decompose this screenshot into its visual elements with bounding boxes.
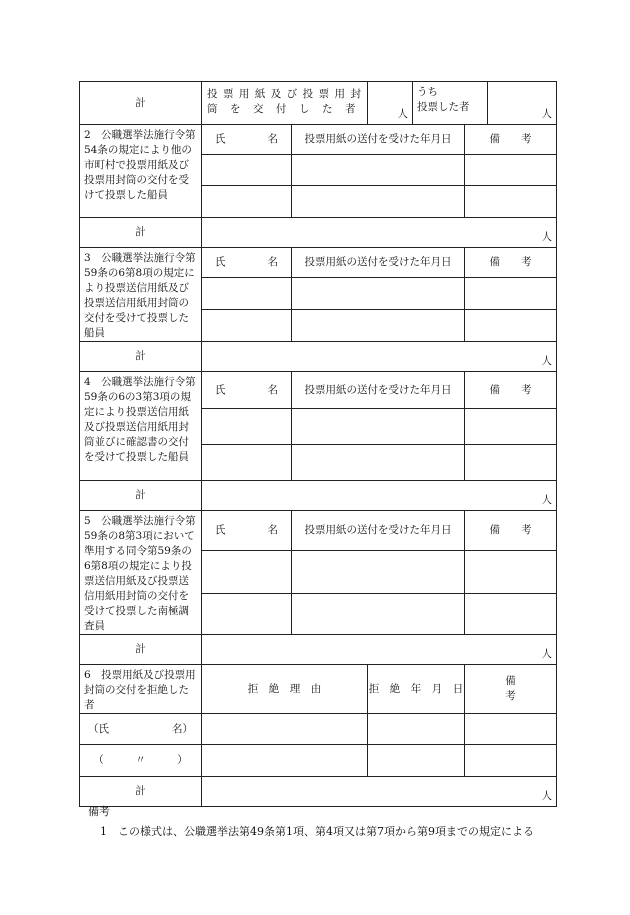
section4-total-count: 人 — [202, 481, 557, 511]
section6-total-label: 計 — [80, 777, 202, 807]
top-total-label: 計 — [80, 82, 202, 125]
section3-total-count: 人 — [202, 342, 557, 372]
issued-label-line1: 投票用紙及び投票用封 — [207, 88, 362, 100]
section4-total-row — [80, 481, 557, 511]
section3-total-label: 計 — [80, 342, 202, 372]
section6-label: 6 投票用紙及び投票用封筒の交付を拒絶した者 — [80, 665, 202, 714]
section6-remarks-header: 備 考 — [465, 665, 557, 714]
section3-total-row — [80, 342, 557, 372]
section5-total-count: 人 — [202, 635, 557, 665]
notes-heading: 備考 — [88, 805, 110, 818]
issued-label-line2: 筒 を 交 付 し た 者 — [207, 103, 357, 115]
section3-label: 3 公職選挙法施行令第59条の6第8項の規定により投票送信用紙及び投票送信用紙用封筒の交付を受けて投票した船員 — [80, 248, 202, 342]
voted-count: 人 — [488, 82, 557, 125]
section3-header-row — [80, 248, 557, 278]
section3-remarks-header: 備 考 — [465, 248, 557, 278]
section5-date-header: 投票用紙の送付を受けた年月日 — [292, 511, 465, 551]
section2-header-row — [80, 125, 557, 155]
section6-ditto-cell: （ 〃 ） — [80, 745, 202, 777]
section5-label: 5 公職選挙法施行令第59条の8第3項において準用する同令第59条の6第8項の規定により投票送信用紙及び投票送信用紙用封筒の交付を受けて投票した南極調査員 — [80, 511, 202, 635]
section5-header-row — [80, 511, 557, 551]
section2-total-count: 人 — [202, 218, 557, 248]
section5-remarks-header: 備 考 — [465, 511, 557, 551]
section6-name-cell: （氏 名） — [80, 714, 202, 745]
section6-total-count: 人 — [202, 777, 557, 807]
section6-name-row — [80, 714, 557, 745]
section6-total-row — [80, 777, 557, 807]
voting-record-table — [79, 81, 600, 807]
voted-label-line1: うち — [417, 86, 438, 98]
section2-date-header: 投票用紙の送付を受けた年月日 — [292, 125, 465, 155]
section4-remarks-header: 備 考 — [465, 372, 557, 409]
section6-ditto-row — [80, 745, 557, 777]
section4-name-header: 氏 名 — [202, 372, 292, 409]
section5-name-header: 氏 名 — [202, 511, 292, 551]
section3-name-header: 氏 名 — [202, 248, 292, 278]
section6-header-row — [80, 665, 557, 714]
section2-label: 2 公職選挙法施行令第54条の規定により他の市町村で投票用紙及び投票用封筒の交付を受けて投票した船員 — [80, 125, 202, 218]
note-item-1: 1 この様式は、公職選挙法第49条第1項、第4項又は第7項から第9項までの規定による — [100, 825, 534, 838]
issued-count: 人 — [368, 82, 413, 125]
section2-total-label: 計 — [80, 218, 202, 248]
section4-header-row — [80, 372, 557, 409]
section6-reason-header: 拒 絶 理 由 — [202, 665, 368, 714]
voted-label-line2: 投票した者 — [417, 101, 470, 113]
top-total-row — [80, 82, 557, 125]
issued-label — [202, 82, 368, 125]
section4-label: 4 公職選挙法施行令第59条の6の3第3項の規定により投票送信用紙及び投票送信用紙用封筒並びに確認書の交付を受けて投票した船員 — [80, 372, 202, 481]
section4-date-header: 投票用紙の送付を受けた年月日 — [292, 372, 465, 409]
section4-total-label: 計 — [80, 481, 202, 511]
voted-label — [413, 82, 488, 125]
section2-name-header: 氏 名 — [202, 125, 292, 155]
section5-total-label: 計 — [80, 635, 202, 665]
section3-date-header: 投票用紙の送付を受けた年月日 — [292, 248, 465, 278]
section2-total-row — [80, 218, 557, 248]
section5-total-row — [80, 635, 557, 665]
section2-remarks-header: 備 考 — [465, 125, 557, 155]
section6-date-header: 拒 絶 年 月 日 — [368, 665, 465, 714]
